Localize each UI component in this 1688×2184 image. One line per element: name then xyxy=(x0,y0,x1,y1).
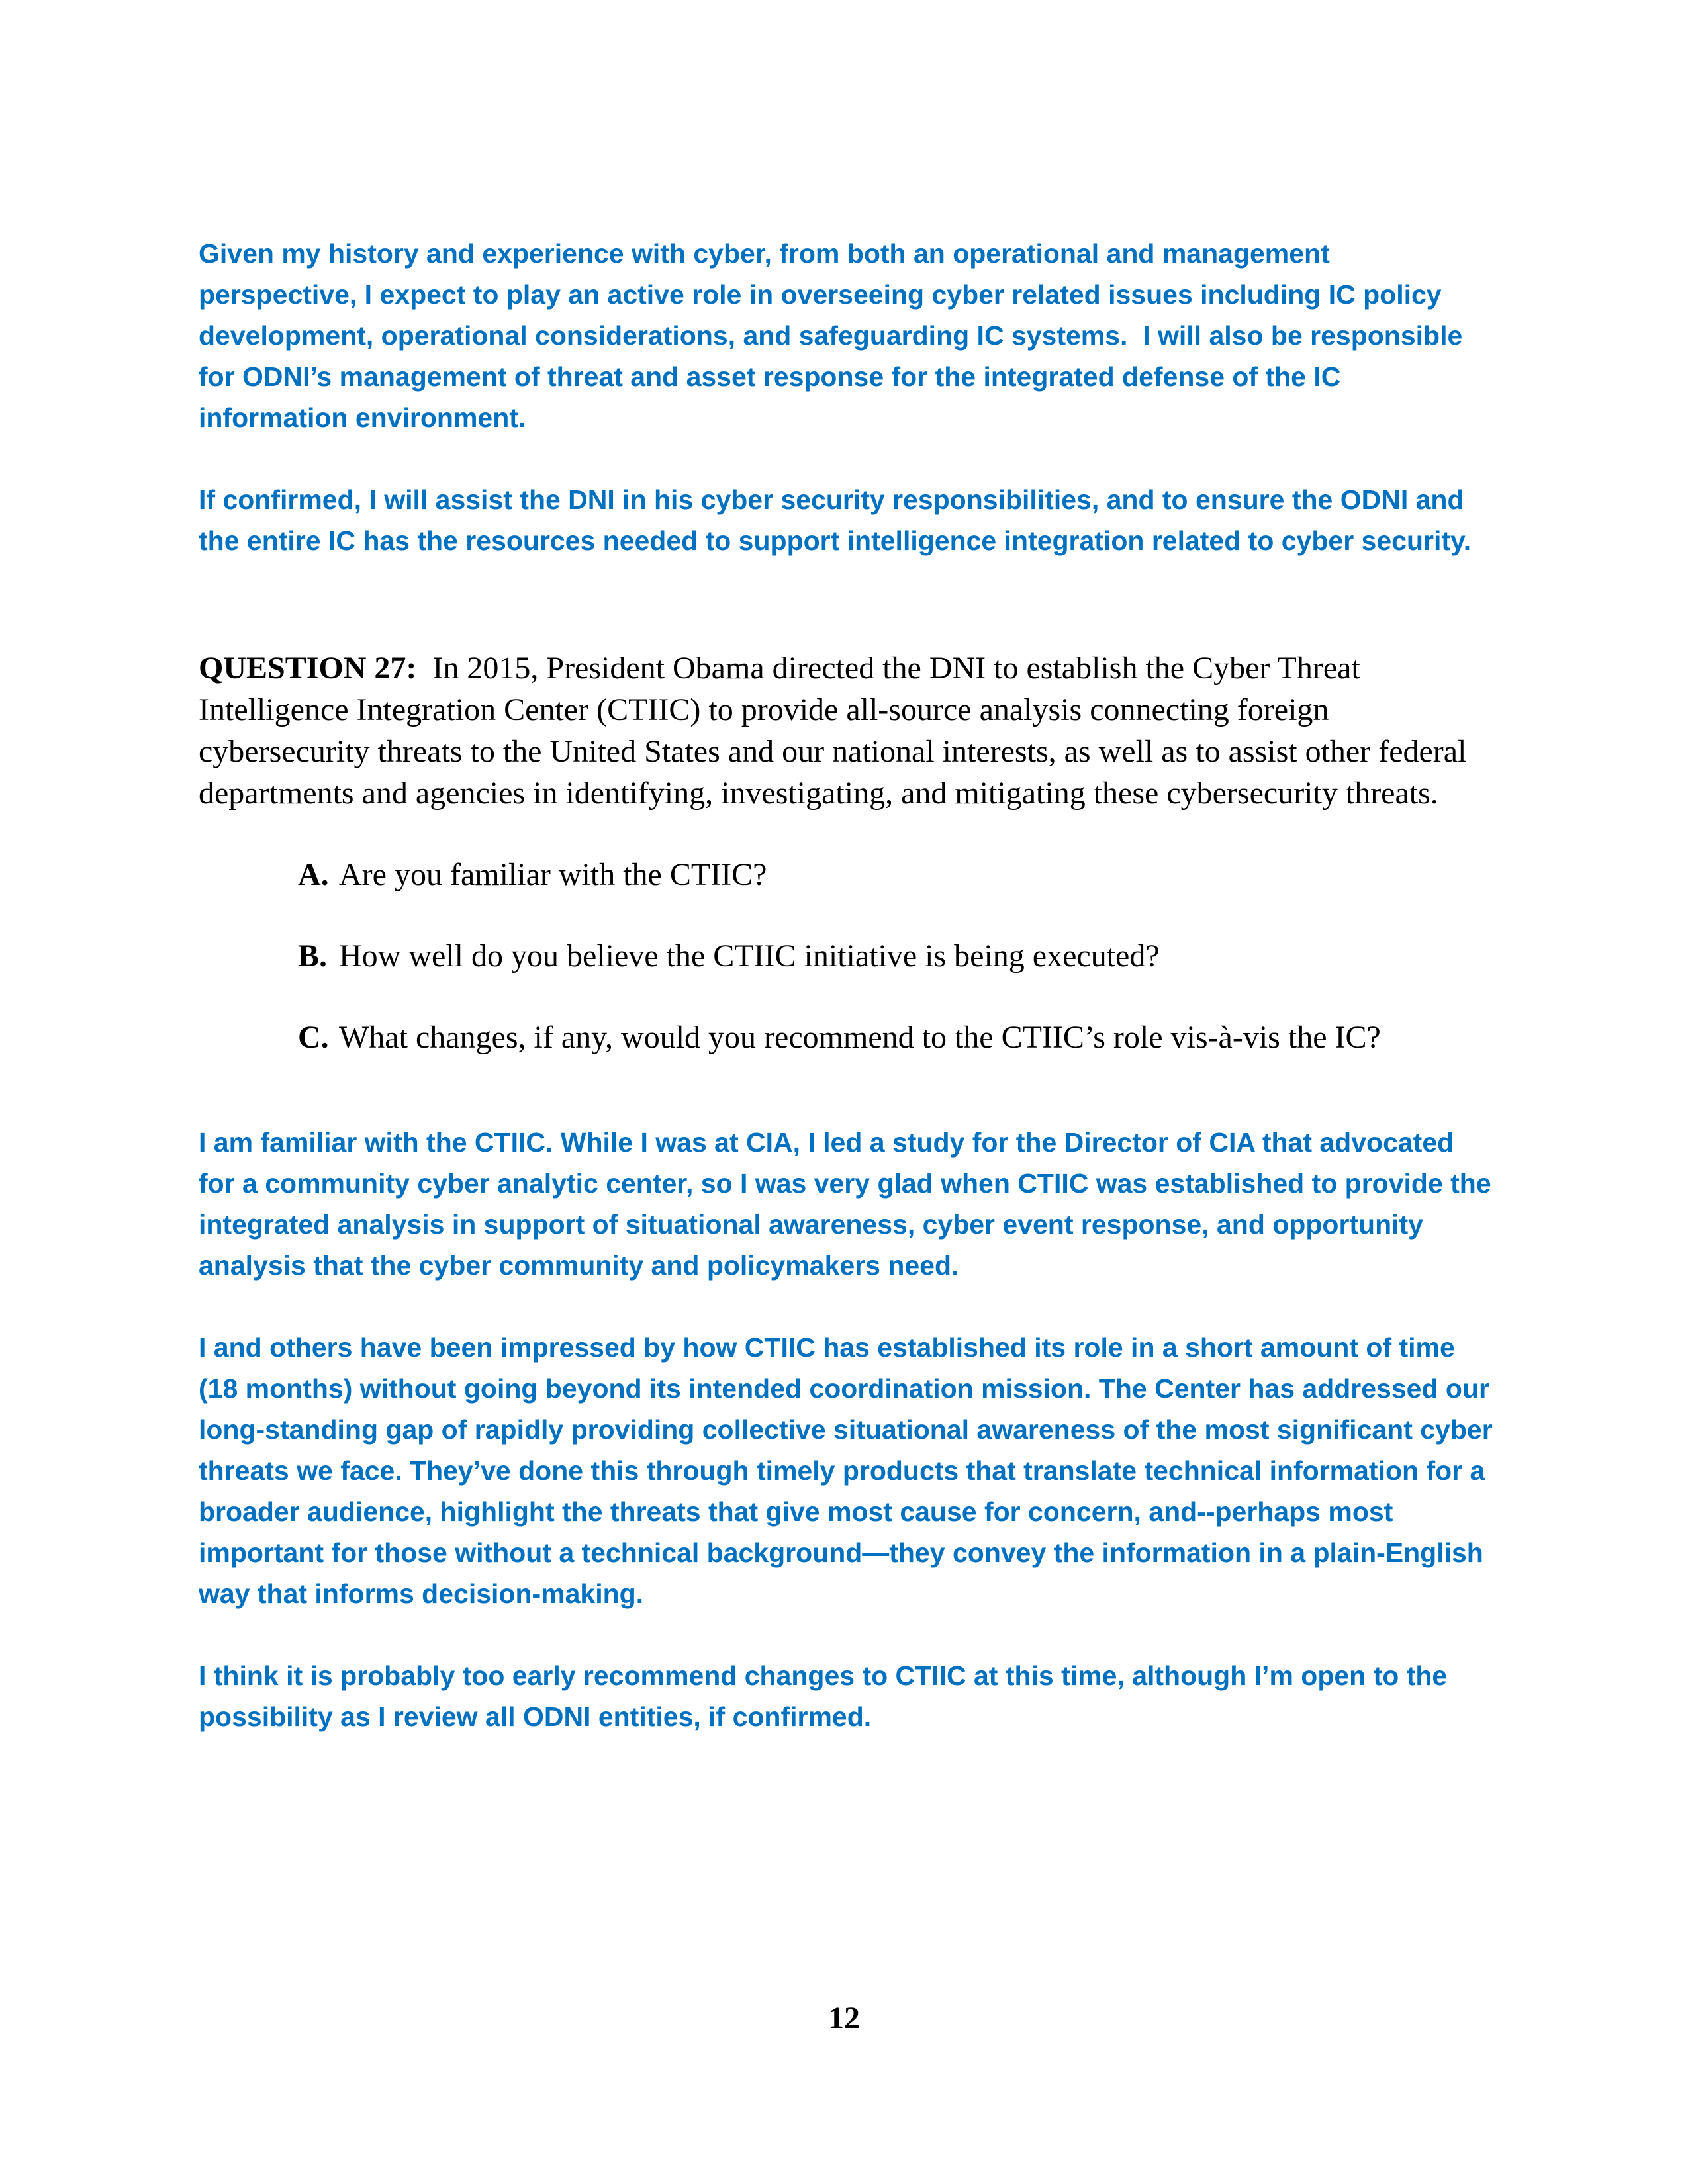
question-27-text: In 2015, President Obama directed the DNI to establish the Cyber Threat Intelligence Integration Center (CTIIC) to provide all-source analysis connecting foreign cybersecurity threats to the United States and our national interests, as well as to assist other federal departments and agencies in identifying, investigating, and mitigating these cybersecurity threats. xyxy=(199,651,1475,811)
answer-paragraph-ctiic-impressed: I and others have been impressed by how CTIIC has established its role in a short amount of time (18 months) without going beyond its intended coordination mission. The Center has addressed our long-standing gap of rapidly providing collective situational awareness of the most significant cyber threats we face. They’ve done this through timely products that translate technical information for a broader audience, highlight the threats that give most cause for concern, and--perhaps most important for those without a technical background—they convey the information in a plain-English way that informs decision-making. xyxy=(199,1332,1501,1609)
sub-question-b-marker: B. xyxy=(298,938,328,974)
page-number: 12 xyxy=(828,2001,860,2036)
page-content xyxy=(199,233,1501,1737)
sub-question-c-text: What changes, if any, would you recommend to the CTIIC’s role vis-à-vis the IC? xyxy=(339,1020,1381,1055)
sub-question-c xyxy=(298,1017,1495,1058)
sub-question-list xyxy=(199,854,1495,1058)
sub-question-c-marker: C. xyxy=(298,1020,329,1055)
sub-question-a xyxy=(298,854,1495,895)
question-27-label: QUESTION 27: xyxy=(199,651,417,686)
sub-question-a-text: Are you familiar with the CTIIC? xyxy=(339,857,767,892)
answer-section xyxy=(199,1122,1501,1737)
answer-paragraph-ctiic-familiar: I am familiar with the CTIIC. While I was at CIA, I led a study for the Director of CIA that advocated for a community cyber analytic center, so I was very glad when CTIIC was established to provide the integrated analysis in support of situational awareness, cyber event response, and opportunity analysis that the cyber community and policymakers need. xyxy=(199,1127,1499,1281)
sub-question-b-text: How well do you believe the CTIIC initiative is being executed? xyxy=(339,938,1160,974)
answer-paragraph-ctiic-changes: I think it is probably too early recommend changes to CTIIC at this time, although I’m open to the possibility as I review all ODNI entities, if confirmed. xyxy=(199,1661,1455,1732)
sub-question-b xyxy=(298,935,1495,977)
sub-question-a-marker: A. xyxy=(298,857,329,892)
question-27-paragraph xyxy=(199,647,1495,814)
answer-paragraph-cyber-role: Given my history and experience with cyber, from both an operational and management perspective, I expect to play an active role in overseeing cyber related issues including IC policy development, operational considerations, and safeguarding IC systems. I will also be responsible for ODNI’s management of threat and asset response for the integrated defense of the IC information environment. xyxy=(199,238,1470,433)
answer-paragraph-dni-assist: If confirmed, I will assist the DNI in his cyber security responsibilities, and to ensure the ODNI and the entire IC has the resources needed to support intelligence integration related to cyber security. xyxy=(199,484,1472,556)
